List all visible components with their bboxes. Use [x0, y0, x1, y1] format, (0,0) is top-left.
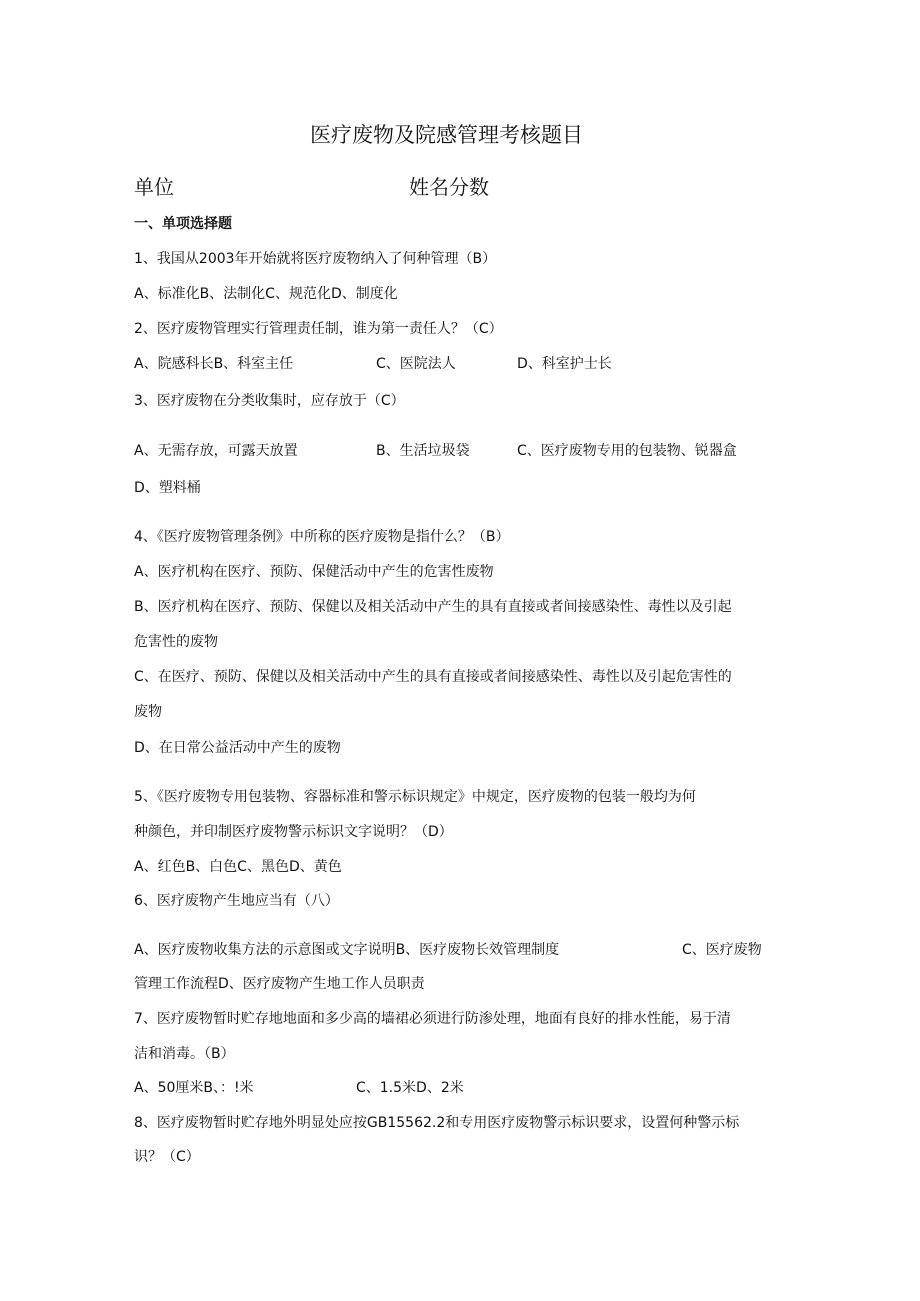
question-6-option-c: C、医疗废物 [682, 942, 762, 958]
question-2-option-ab: A、院感科长B、科室主任 [134, 356, 294, 372]
question-6-option-ab: A、医疗废物收集方法的示意图或文字说明B、医疗废物长效管理制度 [134, 942, 560, 958]
question-8-line2: 识？（C） [134, 1149, 200, 1165]
question-6-line2: 管理工作流程D、医疗废物产生地工作人员职责 [134, 976, 425, 992]
question-7-option-cd: C、1.5米D、2米 [356, 1080, 464, 1096]
page-title: 医疗废物及院感管理考核题目 [310, 123, 583, 147]
unit-label: 单位 [134, 175, 174, 199]
question-2-option-c: C、医院法人 [376, 356, 456, 372]
question-6: 6、医疗废物产生地应当有（八） [134, 893, 339, 909]
question-1-options: A、标准化B、法制化C、规范化D、制度化 [134, 286, 398, 302]
question-1: 1、我国从2003年开始就将医疗废物纳入了何种管理（B） [134, 251, 497, 267]
question-7-line2: 洁和消毒。（B） [134, 1046, 235, 1062]
question-3-option-a: A、无需存放，可露天放置 [134, 443, 298, 459]
question-5-line2: 种颜色，并印制医疗废物警示标识文字说明？（D） [134, 824, 453, 840]
question-4-option-d: D、在日常公益活动中产生的废物 [134, 740, 341, 756]
question-7-line1: 7、医疗废物暂时贮存地地面和多少高的墙裙必须进行防渗处理，地面有良好的排水性能，易于清 [134, 1011, 731, 1027]
question-3-option-b: B、生活垃圾袋 [376, 443, 470, 459]
question-4-option-c-line1: C、在医疗、预防、保健以及相关活动中产生的具有直接或者间接感染性、毒性以及引起危害性的 [134, 669, 732, 685]
question-3: 3、医疗废物在分类收集时，应存放于（C） [134, 393, 405, 409]
question-4-option-a: A、医疗机构在医疗、预防、保健活动中产生的危害性废物 [134, 564, 494, 580]
question-8-line1: 8、医疗废物暂时贮存地外明显处应按GB15562.2和专用医疗废物警示标识要求，设置何种警示标 [134, 1115, 740, 1131]
name-score-label: 姓名分数 [409, 175, 489, 199]
question-2: 2、医疗废物管理实行管理责任制，谁为第一责任人？（C） [134, 321, 503, 337]
question-3-option-c: C、医疗废物专用的包装物、锐器盒 [517, 443, 737, 459]
question-5-options: A、红色B、白色C、黑色D、黄色 [134, 859, 342, 875]
question-4-option-b-line2: 危害性的废物 [134, 634, 218, 650]
question-4-option-b-line1: B、医疗机构在医疗、预防、保健以及相关活动中产生的具有直接或者间接感染性、毒性以及引起 [134, 599, 732, 615]
section-heading: 一、单项选择题 [134, 216, 232, 232]
question-3-option-d: D、塑料桶 [134, 480, 201, 496]
question-2-option-d: D、科室护士长 [517, 356, 612, 372]
question-7-option-ab: A、50厘米B、：!米 [134, 1080, 254, 1096]
question-4: 4、《医疗废物管理条例》中所称的医疗废物是指什么？（B） [134, 529, 510, 545]
question-5-line1: 5、《医疗废物专用包装物、容器标准和警示标识规定》中规定，医疗废物的包装一般均为何 [134, 789, 696, 805]
question-4-option-c-line2: 废物 [134, 704, 162, 720]
